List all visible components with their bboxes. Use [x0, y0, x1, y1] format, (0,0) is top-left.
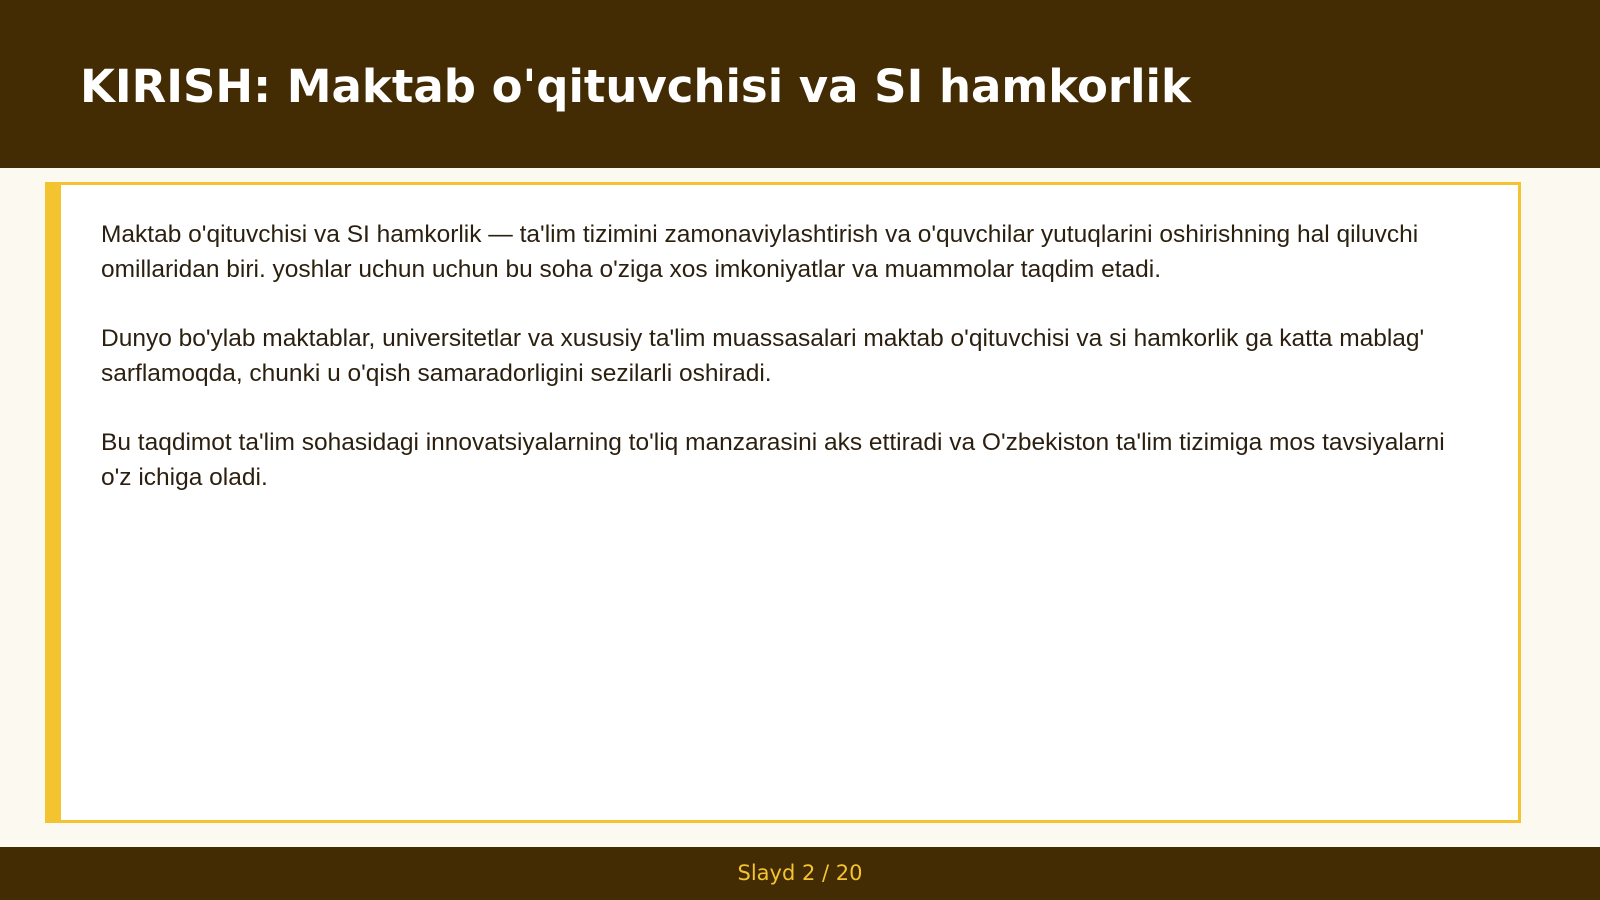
paragraph-overview: Bu taqdimot ta'lim sohasidagi innovatsiyalarning to'liq manzarasini aks ettiradi va O'zbekiston ta'lim tizimiga mos tavsiyalarni o'z ichiga oladi. [101, 429, 1445, 491]
slide-footer [0, 847, 1600, 900]
content-box [45, 182, 1521, 823]
slide-counter: Slayd 2 / 20 [737, 861, 863, 885]
paragraph-investment: Dunyo bo'ylab maktablar, universitetlar va xususiy ta'lim muassasalari maktab o'qituvchisi va si hamkorlik ga katta mablag' sarflamoqda, chunki u o'qish samaradorligini sezilarli oshiradi. [101, 325, 1425, 387]
slide-header [0, 0, 1600, 168]
slide-title: KIRISH: Maktab o'qituvchisi va SI hamkorlik [80, 60, 1191, 113]
paragraph-intro: Maktab o'qituvchisi va SI hamkorlik — ta'lim tizimini zamonaviylashtirish va o'quvchilar yutuqlarini oshirishning hal qiluvchi omillaridan biri. yoshlar uchun uchun bu soha o'ziga xos imkoniyatlar va muammolar taqdim etadi. [101, 221, 1419, 283]
